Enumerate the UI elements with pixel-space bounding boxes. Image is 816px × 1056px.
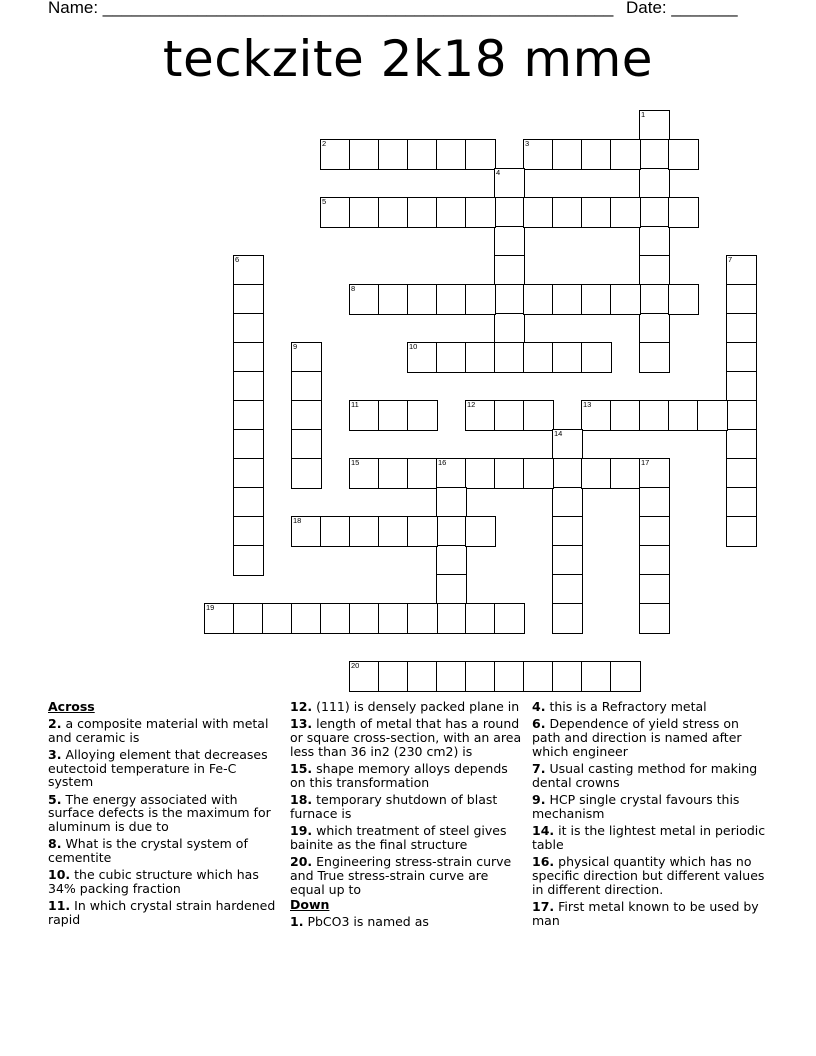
crossword-cell[interactable] <box>552 284 583 315</box>
crossword-cell[interactable] <box>349 197 380 228</box>
crossword-cell[interactable] <box>291 603 322 634</box>
clue-down-17: 17. First metal known to be used by man <box>532 898 759 928</box>
crossword-cell[interactable] <box>726 342 757 373</box>
crossword-cell[interactable] <box>436 487 467 518</box>
crossword-cell[interactable] <box>436 197 467 228</box>
cell-number: 3 <box>525 139 530 148</box>
crossword-cell[interactable] <box>552 342 583 373</box>
crossword-cell[interactable] <box>494 661 525 692</box>
crossword-cell[interactable] <box>349 139 380 170</box>
crossword-cell[interactable] <box>233 603 264 634</box>
crossword-cell[interactable] <box>436 661 467 692</box>
crossword-cell[interactable] <box>465 342 496 373</box>
crossword-cell[interactable] <box>494 400 525 431</box>
crossword-cell[interactable] <box>494 226 525 257</box>
crossword-cell[interactable] <box>581 661 612 692</box>
crossword-cell[interactable] <box>639 603 670 634</box>
crossword-cell[interactable] <box>639 168 670 199</box>
crossword-cell[interactable] <box>233 342 264 373</box>
crossword-cell[interactable] <box>378 284 409 315</box>
crossword-cell[interactable] <box>581 400 612 431</box>
crossword-cell[interactable] <box>610 400 641 431</box>
crossword-cell[interactable] <box>465 400 496 431</box>
crossword-cell[interactable] <box>407 139 438 170</box>
crossword-cell[interactable] <box>726 255 757 286</box>
crossword-cell[interactable] <box>668 284 699 315</box>
crossword-cell[interactable] <box>610 197 641 228</box>
clue-across-19: 19. which treatment of steel gives bainite as the final structure <box>290 822 507 852</box>
clue-across-5: 5. The energy associated with surface defects is the maximum for aluminum is due to <box>48 791 271 835</box>
crossword-cell[interactable] <box>581 458 612 489</box>
cell-number: 2 <box>322 139 327 148</box>
crossword-cell[interactable] <box>552 516 583 547</box>
crossword-cell[interactable] <box>291 342 322 373</box>
crossword-cell[interactable] <box>262 603 293 634</box>
crossword-cell[interactable] <box>639 545 670 576</box>
crossword-cell[interactable] <box>581 342 612 373</box>
cell-number: 8 <box>351 284 356 293</box>
crossword-cell[interactable] <box>349 603 380 634</box>
crossword-cell[interactable] <box>639 110 670 141</box>
crossword-cell[interactable] <box>494 255 525 286</box>
crossword-cell[interactable] <box>523 458 554 489</box>
clue-across-10: 10. the cubic structure which has 34% packing fraction <box>48 867 259 897</box>
crossword-cell[interactable] <box>233 255 264 286</box>
clue-down-4: 4. this is a Refractory metal <box>532 699 707 714</box>
clue-column-1 <box>48 700 284 930</box>
crossword-cell[interactable] <box>552 139 583 170</box>
crossword-cell[interactable] <box>697 400 728 431</box>
crossword-cell[interactable] <box>494 168 525 199</box>
crossword-cell[interactable] <box>726 516 757 547</box>
crossword-cell[interactable] <box>610 139 641 170</box>
clue-across-8: 8. What is the crystal system of cementite <box>48 836 248 866</box>
crossword-cell[interactable] <box>349 284 380 315</box>
crossword-cell[interactable] <box>494 313 525 344</box>
crossword-cell[interactable] <box>726 400 757 431</box>
crossword-cell[interactable] <box>668 197 699 228</box>
crossword-cell[interactable] <box>494 284 525 315</box>
crossword-cell[interactable] <box>378 197 409 228</box>
cell-number: 5 <box>322 197 327 206</box>
crossword-cell[interactable] <box>523 661 554 692</box>
crossword-cell[interactable] <box>233 458 264 489</box>
crossword-cell[interactable] <box>407 458 438 489</box>
crossword-cell[interactable] <box>668 400 699 431</box>
clue-column-3 <box>532 700 768 931</box>
crossword-cell[interactable] <box>407 197 438 228</box>
cell-number: 11 <box>351 400 359 409</box>
crossword-cell[interactable] <box>523 284 554 315</box>
crossword-cell[interactable] <box>233 400 264 431</box>
crossword-cell[interactable] <box>639 516 670 547</box>
crossword-cell[interactable] <box>291 371 322 402</box>
crossword-cell[interactable] <box>639 574 670 605</box>
crossword-cell[interactable] <box>349 661 380 692</box>
crossword-cell[interactable] <box>407 603 438 634</box>
crossword-cell[interactable] <box>552 603 583 634</box>
clue-across-11: 11. In which crystal strain hardened rapid <box>48 898 276 928</box>
clue-down-7: 7. Usual casting method for making dental crowns <box>532 760 758 790</box>
crossword-cell[interactable] <box>349 400 380 431</box>
crossword-cell[interactable] <box>436 545 467 576</box>
crossword-cell[interactable] <box>320 603 351 634</box>
crossword-cell[interactable] <box>639 226 670 257</box>
cell-number: 17 <box>641 458 650 467</box>
crossword-cell[interactable] <box>378 661 409 692</box>
crossword-cell[interactable] <box>523 139 554 170</box>
crossword-cell[interactable] <box>378 400 409 431</box>
crossword-cell[interactable] <box>436 139 467 170</box>
crossword-cell[interactable] <box>668 139 699 170</box>
crossword-cell[interactable] <box>581 284 612 315</box>
crossword-cell[interactable] <box>233 371 264 402</box>
crossword-cell[interactable] <box>639 139 670 170</box>
crossword-cell[interactable] <box>378 139 409 170</box>
crossword-cell[interactable] <box>233 284 264 315</box>
crossword-cell[interactable] <box>436 516 467 547</box>
crossword-cell[interactable] <box>494 603 525 634</box>
crossword-cell[interactable] <box>465 661 496 692</box>
crossword-cell[interactable] <box>610 661 641 692</box>
crossword-cell[interactable] <box>204 603 235 634</box>
crossword-cell[interactable] <box>523 342 554 373</box>
crossword-cell[interactable] <box>639 255 670 286</box>
crossword-cell[interactable] <box>291 458 322 489</box>
clue-across-2: 2. a composite material with metal and ceramic is <box>48 715 269 745</box>
crossword-cell[interactable] <box>233 429 264 460</box>
crossword-cell[interactable] <box>320 197 351 228</box>
crossword-cell[interactable] <box>465 458 496 489</box>
clue-across-13: 13. length of metal that has a round or square cross-section, with an area less than 36 in2 (230 cm2) is <box>290 716 522 759</box>
crossword-cell[interactable] <box>349 458 380 489</box>
crossword-cell[interactable] <box>552 574 583 605</box>
crossword-cell[interactable] <box>378 458 409 489</box>
crossword-cell[interactable] <box>639 487 670 518</box>
crossword-cell[interactable] <box>407 516 438 547</box>
clue-down-9: 9. HCP single crystal favours this mechanism <box>532 791 740 821</box>
crossword-cell[interactable] <box>465 139 496 170</box>
date-field-label: Date: _______ <box>626 0 738 17</box>
crossword-cell[interactable] <box>726 284 757 315</box>
cell-number: 4 <box>496 168 501 177</box>
clue-down-1: 1. PbCO3 is named as <box>290 913 429 929</box>
page-title: teckzite 2k18 mme <box>162 30 654 88</box>
crossword-cell[interactable] <box>726 458 757 489</box>
crossword-cell[interactable] <box>436 284 467 315</box>
clue-column-2 <box>290 700 526 932</box>
crossword-cell[interactable] <box>465 603 496 634</box>
crossword-cell[interactable] <box>639 342 670 373</box>
crossword-cell[interactable] <box>726 487 757 518</box>
clue-across-18: 18. temporary shutdown of blast furnace is <box>290 791 498 821</box>
crossword-cell[interactable] <box>639 284 670 315</box>
crossword-cell[interactable] <box>378 516 409 547</box>
cell-number: 16 <box>438 458 447 467</box>
clue-down-6: 6. Dependence of yield stress on path and direction is named after which engineer <box>532 716 742 759</box>
crossword-cell[interactable] <box>233 516 264 547</box>
crossword-cell[interactable] <box>465 284 496 315</box>
clue-across-15: 15. shape memory alloys depends on this transformation <box>290 760 508 790</box>
crossword-cell[interactable] <box>291 429 322 460</box>
clue-across-12: 12. (111) is densely packed plane in <box>290 699 520 714</box>
crossword-cell[interactable] <box>233 487 264 518</box>
crossword-cell[interactable] <box>494 458 525 489</box>
crossword-cell[interactable] <box>639 458 670 489</box>
crossword-cell[interactable] <box>436 574 467 605</box>
crossword-cell[interactable] <box>581 139 612 170</box>
cell-number: 7 <box>728 255 733 264</box>
cell-number: 1 <box>641 110 646 119</box>
across-heading: Across <box>48 699 95 714</box>
crossword-cell[interactable] <box>407 284 438 315</box>
cell-number: 19 <box>206 603 215 612</box>
clue-down-16: 16. physical quantity which has no specific direction but different values in different direction. <box>532 853 765 897</box>
cell-number: 18 <box>293 516 302 525</box>
crossword-cell[interactable] <box>726 313 757 344</box>
crossword-cell[interactable] <box>320 139 351 170</box>
crossword-cell[interactable] <box>349 516 380 547</box>
crossword-cell[interactable] <box>639 197 670 228</box>
crossword-cell[interactable] <box>552 197 583 228</box>
name-field-label: Name: ______________________________________________________ <box>48 0 614 17</box>
crossword-cell[interactable] <box>233 313 264 344</box>
crossword-cell[interactable] <box>407 661 438 692</box>
crossword-cell[interactable] <box>552 661 583 692</box>
clue-across-20: 20. Engineering stress-strain curve and True stress-strain curve are equal up to <box>290 853 512 897</box>
down-heading: Down <box>290 896 330 912</box>
clue-across-3: 3. Alloying element that decreases eutectoid temperature in Fe-C system <box>48 746 268 790</box>
cell-number: 13 <box>583 400 592 409</box>
cell-number: 10 <box>409 342 418 351</box>
crossword-cell[interactable] <box>552 487 583 518</box>
crossword-cell[interactable] <box>610 284 641 315</box>
crossword-cell[interactable] <box>552 458 583 489</box>
cell-number: 9 <box>293 342 298 351</box>
crossword-cell[interactable] <box>639 400 670 431</box>
crossword-cell[interactable] <box>726 429 757 460</box>
crossword-cell[interactable] <box>378 603 409 634</box>
crossword-cell[interactable] <box>523 197 554 228</box>
crossword-cell[interactable] <box>320 516 351 547</box>
crossword-cell[interactable] <box>407 400 438 431</box>
crossword-cell[interactable] <box>523 400 554 431</box>
crossword-cell[interactable] <box>436 458 467 489</box>
crossword-cell[interactable] <box>436 603 467 634</box>
crossword-cell[interactable] <box>436 342 467 373</box>
crossword-cell[interactable] <box>581 197 612 228</box>
crossword-cell[interactable] <box>291 400 322 431</box>
crossword-cell[interactable] <box>233 545 264 576</box>
crossword-cell[interactable] <box>291 516 322 547</box>
crossword-cell[interactable] <box>465 516 496 547</box>
cell-number: 12 <box>467 400 476 409</box>
crossword-cell[interactable] <box>552 545 583 576</box>
crossword-cell[interactable] <box>610 458 641 489</box>
cell-number: 6 <box>235 255 240 264</box>
crossword-cell[interactable] <box>465 197 496 228</box>
cell-number: 15 <box>351 458 360 467</box>
crossword-cell[interactable] <box>407 342 438 373</box>
cell-number: 20 <box>351 661 360 670</box>
crossword-cell[interactable] <box>494 342 525 373</box>
crossword-cell[interactable] <box>639 313 670 344</box>
crossword-cell[interactable] <box>494 197 525 228</box>
cell-number: 14 <box>554 429 563 438</box>
crossword-cell[interactable] <box>552 429 583 460</box>
crossword-cell[interactable] <box>726 371 757 402</box>
clue-down-14: 14. it is the lightest metal in periodic table <box>532 822 766 852</box>
